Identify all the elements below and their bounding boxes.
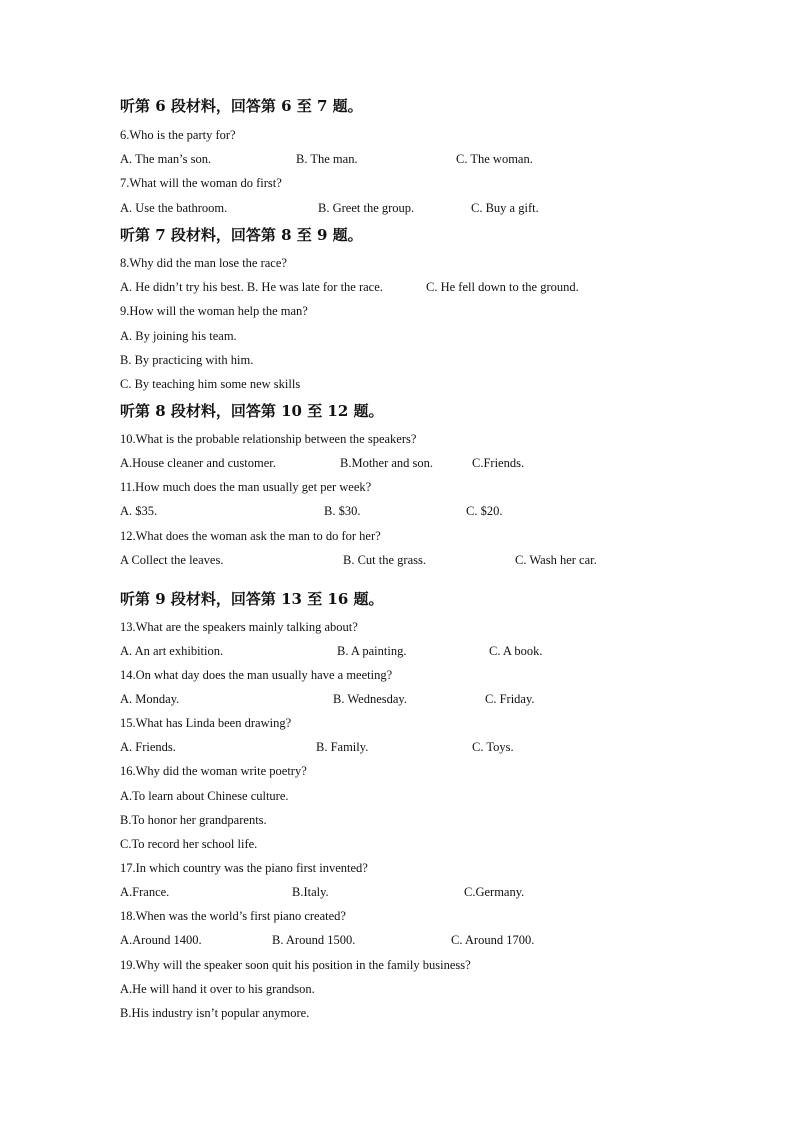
question-18: 18.When was the world’s first piano created? xyxy=(120,909,346,923)
option-11b: B. $30. xyxy=(324,504,361,518)
option-17c: C.Germany. xyxy=(464,885,525,899)
option-19b: B.His industry isn’t popular anymore. xyxy=(120,1006,310,1020)
option-14a: A. Monday. xyxy=(120,692,180,706)
option-15b: B. Family. xyxy=(316,740,369,754)
question-14: 14.On what day does the man usually have a meeting? xyxy=(120,668,393,682)
option-16b: B.To honor her grandparents. xyxy=(120,813,267,827)
option-12b: B. Cut the grass. xyxy=(343,553,426,567)
option-14c: C. Friday. xyxy=(485,692,535,706)
option-10c: C.Friends. xyxy=(472,456,525,470)
option-12c: C. Wash her car. xyxy=(515,553,597,567)
option-18a: A.Around 1400. xyxy=(120,933,202,947)
option-12a: A Collect the leaves. xyxy=(120,553,224,567)
option-6b: B. The man. xyxy=(296,152,358,166)
question-15: 15.What has Linda been drawing? xyxy=(120,716,292,730)
option-9b: B. By practicing with him. xyxy=(120,353,254,367)
option-18b: B. Around 1500. xyxy=(272,933,356,947)
option-14b: B. Wednesday. xyxy=(333,692,407,706)
section-heading: 听第 9 段材料，回答第 13 至 16 题。 xyxy=(120,590,384,608)
option-11c: C. $20. xyxy=(466,504,503,518)
option-13c: C. A book. xyxy=(489,644,543,658)
option-6a: A. The man’s son. xyxy=(120,152,212,166)
option-8ab: A. He didn’t try his best. B. He was late for the race. xyxy=(120,280,383,294)
question-7: 7.What will the woman do first? xyxy=(120,176,282,190)
question-19: 19.Why will the speaker soon quit his position in the family business? xyxy=(120,958,471,972)
option-7b: B. Greet the group. xyxy=(318,201,415,215)
question-11: 11.How much does the man usually get per week? xyxy=(120,480,372,494)
option-19a: A.He will hand it over to his grandson. xyxy=(120,982,315,996)
option-16c: C.To record her school life. xyxy=(120,837,258,851)
option-15a: A. Friends. xyxy=(120,740,176,754)
option-10b: B.Mother and son. xyxy=(340,456,434,470)
option-13a: A. An art exhibition. xyxy=(120,644,224,658)
question-6: 6.Who is the party for? xyxy=(120,128,236,142)
option-9a: A. By joining his team. xyxy=(120,329,237,343)
question-16: 16.Why did the woman write poetry? xyxy=(120,764,307,778)
section-heading: 听第 8 段材料，回答第 10 至 12 题。 xyxy=(120,402,384,420)
option-17a: A.France. xyxy=(120,885,170,899)
question-9: 9.How will the woman help the man? xyxy=(120,304,308,318)
option-11a: A. $35. xyxy=(120,504,158,518)
option-7a: A. Use the bathroom. xyxy=(120,201,228,215)
option-6c: C. The woman. xyxy=(456,152,533,166)
question-12: 12.What does the woman ask the man to do for her? xyxy=(120,529,381,543)
question-8: 8.Why did the man lose the race? xyxy=(120,256,287,270)
question-10: 10.What is the probable relationship between the speakers? xyxy=(120,432,417,446)
question-13: 13.What are the speakers mainly talking about? xyxy=(120,620,358,634)
option-15c: C. Toys. xyxy=(472,740,514,754)
option-13b: B. A painting. xyxy=(337,644,407,658)
option-17b: B.Italy. xyxy=(292,885,329,899)
section-heading: 听第 6 段材料，回答第 6 至 7 题。 xyxy=(120,97,363,115)
option-7c: C. Buy a gift. xyxy=(471,201,539,215)
option-8c: C. He fell down to the ground. xyxy=(426,280,579,294)
option-10a: A.House cleaner and customer. xyxy=(120,456,276,470)
option-9c: C. By teaching him some new skills xyxy=(120,377,301,391)
question-17: 17.In which country was the piano first invented? xyxy=(120,861,368,875)
option-16a: A.To learn about Chinese culture. xyxy=(120,789,289,803)
section-heading: 听第 7 段材料，回答第 8 至 9 题。 xyxy=(120,226,363,244)
option-18c: C. Around 1700. xyxy=(451,933,535,947)
